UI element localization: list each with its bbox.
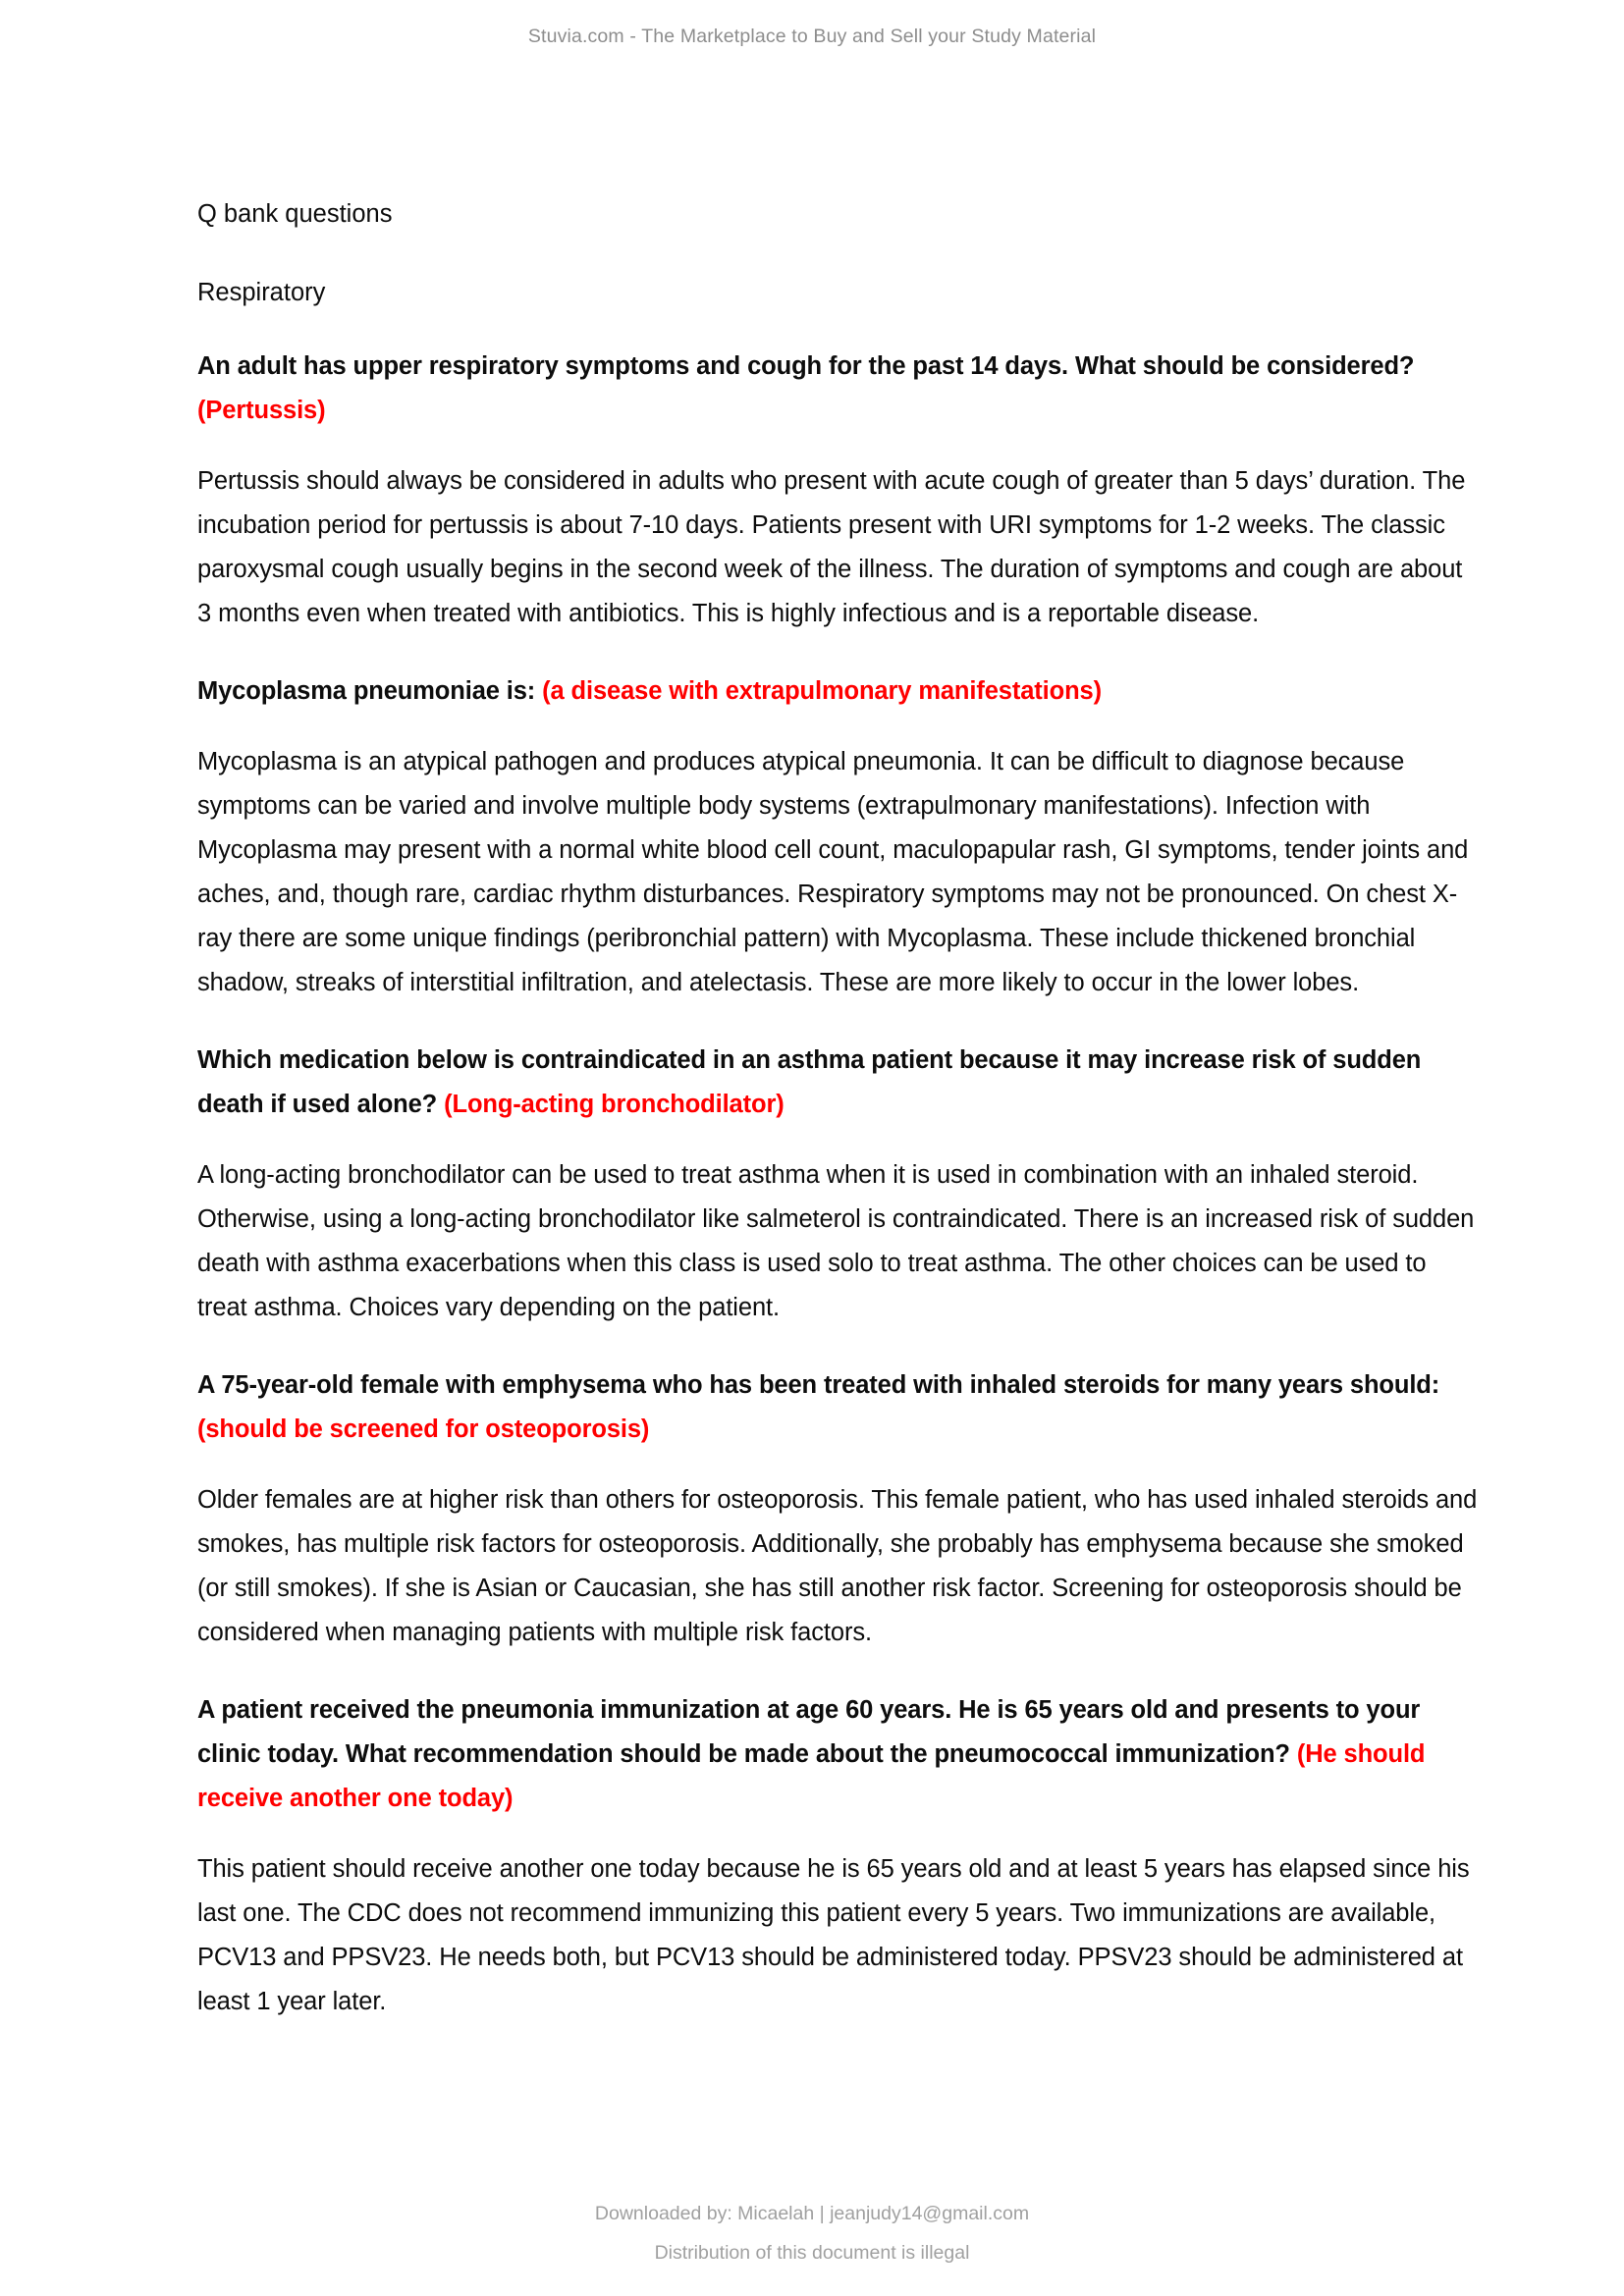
explanation-paragraph: Mycoplasma is an atypical pathogen and produces atypical pneumonia. It can be difficult to diagnose because symptoms can be varied and involve multiple body systems (extrapulmonary manifestations). Infection with Mycoplasma may present with a normal white blood cell count, maculopapular rash, GI symptoms, tender joints and aches, and, though rare, cardiac rhythm disturbances. Respiratory symptoms may not be pronounced. On chest X-ray there are some unique findings (peribronchial pattern) with Mycoplasma. These include thickened bronchial shadow, streaks of interstitial infiltration, and atelectasis. These are more likely to occur in the lower lobes.: [197, 748, 1469, 996]
qa-heading: [197, 345, 1482, 433]
qa-heading: [197, 1688, 1482, 1821]
question-text: Which medication below is contraindicated in an asthma patient because it may increase risk of sudden death if used alone?: [197, 1046, 1422, 1118]
question-text: A 75-year-old female with emphysema who has been treated with inhaled steroids for many years should:: [197, 1371, 1440, 1399]
answer-text: (Pertussis): [197, 397, 326, 424]
footer-downloaded-by: Downloaded by: Micaelah | jeanjudy14@gmail.com: [594, 2203, 1030, 2224]
qa-heading: [197, 1363, 1482, 1452]
explanation-paragraph: Older females are at higher risk than others for osteoporosis. This female patient, who has used inhaled steroids and smokes, has multiple risk factors for osteoporosis. Additionally, she probably has emphysema because she smoked (or still smokes). If she is Asian or Caucasian, she has still another risk factor. Screening for osteoporosis should be considered when managing patients with multiple risk factors.: [197, 1486, 1478, 1646]
qa-heading: [197, 1039, 1482, 1127]
question-text: Mycoplasma pneumoniae is:: [197, 677, 543, 705]
explanation-paragraph: This patient should receive another one today because he is 65 years old and at least 5 years has elapsed since his last one. The CDC does not recommend immunizing this patient every 5 years. Two immunizations are available, PCV13 and PPSV23. He needs both, but PCV13 should be administered today. PPSV23 should be administered at least 1 year later.: [197, 1855, 1470, 2015]
answer-text: (He should receive another one today): [197, 1740, 1426, 1812]
document-content: [197, 192, 1482, 2057]
footer-distribution-notice: Distribution of this document is illegal: [654, 2242, 970, 2264]
answer-text: (Long-acting bronchodilator): [444, 1091, 785, 1118]
qa-heading: [197, 669, 1482, 714]
question-text: A patient received the pneumonia immunization at age 60 years. He is 65 years old and presents to your clinic today. What recommendation should be made about the pneumococcal immunization?: [197, 1696, 1421, 1768]
explanation-paragraph: Pertussis should always be considered in adults who present with acute cough of greater than 5 days’ duration. The incubation period for pertussis is about 7-10 days. Patients present with URI symptoms for 1-2 weeks. The classic paroxysmal cough usually begins in the second week of the illness. The duration of symptoms and cough are about 3 months even when treated with antibiotics. This is highly infectious and is a reportable disease.: [197, 467, 1466, 627]
answer-text: (a disease with extrapulmonary manifestations): [542, 677, 1102, 705]
answer-text: (should be screened for osteoporosis): [197, 1415, 650, 1443]
question-text: An adult has upper respiratory symptoms and cough for the past 14 days. What should be considered?: [197, 352, 1415, 380]
explanation-paragraph: A long-acting bronchodilator can be used to treat asthma when it is used in combination with an inhaled steroid. Otherwise, using a long-acting bronchodilator like salmeterol is contraindicated. There is an increased risk of sudden death with asthma exacerbations when this class is used solo to treat asthma. The other choices can be used to treat asthma. Choices vary depending on the patient.: [197, 1161, 1475, 1321]
section-heading-respiratory: Respiratory: [197, 279, 326, 306]
document-title: Q bank questions: [197, 200, 393, 228]
stuvia-watermark-header: Stuvia.com - The Marketplace to Buy and Sell your Study Material: [527, 26, 1097, 47]
